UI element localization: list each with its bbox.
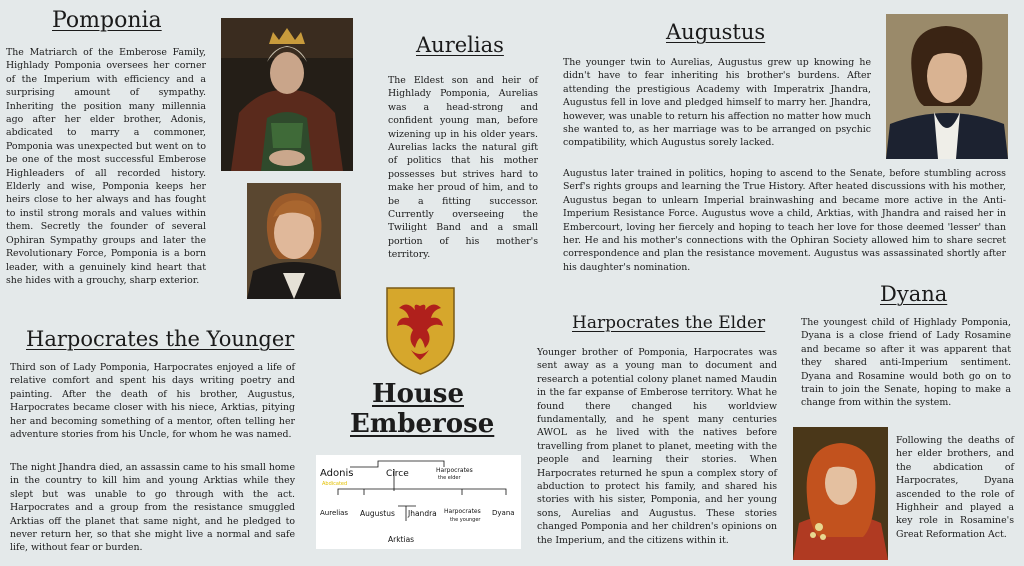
aurelias-bio: The Eldest son and heir of Highlady Pomponia, Aurelias was a head-strong and confident young man, before wizening up in his older years. Aurelias lacks the natural gift of politics that his mother possesses but strives hard to make her proud of him, and to be a fitting successor. Currently overseeing the Twilight Band and a small portion of his mother's territory. — [388, 75, 538, 261]
harpocrates-elder-bio: Younger brother of Pomponia, Harpocrates was sent away as a young man to document and research a potential colony planet named Maudin in the far expanse of Emberose territory. What he found there changed his worldview fundamentally, and he spent many centuries AWOL as he lived with the natives before travelling from planet to planet, meeting with the people and learning their stories. When Harpocrates returned he spun a complex story of abduction to protect his family, and shared his stories with his sister, Pomponia, and her young sons, Aurelias and Augustus. These stories changed Pomponia and her children's opinions on the Imperium, and the citizens within it. — [537, 347, 777, 546]
house-title-line1: House — [372, 379, 464, 409]
pomponia-portrait — [221, 18, 353, 171]
house-title-line2: Emberose — [350, 409, 495, 439]
dyana-heading: Dyana — [880, 282, 948, 306]
dyana-bio-2: Following the deaths of her elder brothers, and the abdication of Harpocrates, Dyana ascended to the role of Highheir and played a key role in Rosamine's Great Reformation Act. — [896, 435, 1014, 540]
augustus-bio-2: Augustus later trained in politics, hoping to ascend to the Senate, before stumbling across Serf's rights groups and learning the True History. After heated discussions with his mother, Augustus began to unlearn Imperial brainwashing and became more active in the Anti-Imperium Resistance Force. Augustus wove a child, Arktias, with Jhandra and raised her in Embercourt, loving her fiercely and hoping to teach her love for those deemed 'lesser' than her. He and his mother's connections with the Ophiran Society allowed him to share secret correspondence and plan the resistance movement. Augustus was assassinated shortly after his daughter's nomination. — [563, 168, 1006, 273]
augustus-heading: Augustus — [666, 20, 766, 44]
house-title — [350, 379, 495, 439]
tree-harpocrates-elder: Harpocrates — [436, 467, 473, 474]
tree-adonis: Adonis — [320, 468, 354, 479]
tree-dyana: Dyana — [492, 509, 515, 517]
augustus-young-portrait — [247, 183, 341, 299]
tree-augustus: Augustus — [360, 509, 395, 518]
augustus-bio-1: The younger twin to Aurelias, Augustus grew up knowing he didn't have to fear inheriting his brother's burdens. After attending the prestigious Academy with Imperatrix Jhandra, Augustus fell in love and pledged himself to marry her. Jhandra, however, was unable to return his affection no matter how much she wanted to, as her marriage was to be arranged on psychic compatibility, which Augustus sorely lacked. — [563, 57, 871, 149]
harpocrates-younger-bio-1: Third son of Lady Pomponia, Harpocrates enjoyed a life of relative comfort and spent his days writing poetry and painting. After the death of his brother, Augustus, Harpocrates became closer with his niece, Arktias, pitying her and becoming something of a mentor, often telling her adventure stories from his Uncle, for whom he was named. — [10, 362, 295, 441]
tree-jhandra: Jhandra — [408, 509, 437, 518]
tree-harpocrates-elder-sub: the elder — [438, 475, 461, 481]
dyana-portrait — [793, 427, 888, 560]
tree-harpocrates-younger-sub: the younger — [450, 517, 481, 523]
tree-circe: Circe — [386, 469, 409, 479]
dyana-bio-1: The youngest child of Highlady Pomponia, Dyana is a close friend of Lady Rosamine and became so after it was apparent that they shared anti-Imperium sentiment. Dyana and Rosamine would both go on to train to join the Senate, hoping to make a change from within the system. — [801, 317, 1011, 409]
phoenix-shield-icon — [385, 286, 456, 376]
augustus-portrait — [886, 14, 1008, 159]
tree-arktias: Arktias — [388, 535, 415, 544]
tree-aurelias: Aurelias — [320, 509, 349, 517]
harpocrates-younger-heading: Harpocrates the Younger — [26, 327, 295, 351]
tree-harpocrates-younger: Harpocrates — [444, 508, 481, 515]
family-tree — [316, 455, 521, 549]
tree-adonis-note: Abdicated — [322, 481, 348, 487]
aurelias-heading: Aurelias — [416, 33, 504, 57]
pomponia-bio: The Matriarch of the Emberose Family, Highlady Pomponia oversees her corner of the Imperium with efficiency and a surprising amount of sympathy. Inheriting the position many millennia ago after her elder brother, Adonis, abdicated to marry a commoner, Pomponia was unexpected but went on to be one of the most successful Emberose Highleaders of all recorded history. Elderly and wise, Pomponia keeps her heirs close to her always and has fought to instil strong morals and values within them. Secretly the founder of several Ophiran Sympathy groups and later the Revolutionary Force, Pomponia is a born leader, with a genuinely kind heart that she hides with a grouchy, sharp exterior. — [6, 47, 206, 286]
harpocrates-younger-bio-2: The night Jhandra died, an assassin came to his small home in the country to kill him and young Arktias while they slept but was unable to go through with the act. Harpocrates and a group from the resistance smuggled Arktias off the planet that same night, and he pledged to never return her, so that she might live a normal and safe life, without fear or burden. — [10, 462, 295, 554]
harpocrates-elder-heading: Harpocrates the Elder — [572, 313, 766, 333]
pomponia-heading: Pomponia — [52, 8, 162, 33]
